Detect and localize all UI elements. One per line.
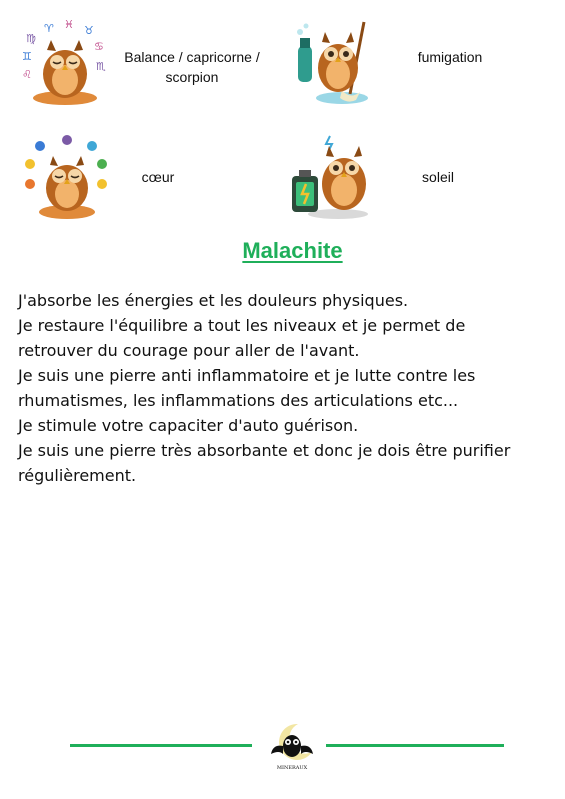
owl-moon-logo	[268, 720, 316, 772]
caption-soleil: soleil	[422, 169, 454, 185]
zodiac-owl-icon	[20, 18, 110, 108]
svg-text:♍: ♍	[26, 32, 36, 45]
caption-fumigation: fumigation	[417, 49, 483, 65]
battery-owl-icon	[290, 132, 380, 222]
paragraph: Je stimule votre capaciter d'auto guérison.	[18, 416, 359, 435]
paragraph: Je suis une pierre anti inflammatoire et je lutte contre les rhumatismes, les inflammations des articulations etc...	[18, 366, 476, 410]
svg-text:♈: ♈	[44, 22, 54, 35]
description-text	[18, 288, 538, 488]
svg-text:♌: ♌	[22, 68, 32, 81]
logo-text: MINERAUX	[276, 765, 308, 771]
cleaning-owl-icon	[292, 16, 382, 106]
paragraph: J'absorbe les énergies et les douleurs physiques.	[18, 291, 409, 310]
svg-text:♓: ♓	[64, 18, 74, 31]
paragraph: Je suis une pierre très absorbante et donc je dois être purifier régulièrement.	[18, 441, 511, 485]
caption-zodiac-line2: scorpion	[165, 69, 219, 85]
footer-divider-left	[70, 744, 252, 747]
paragraph: Je restaure l'équilibre a tout les niveaux et je permet de retrouver du courage pour aller de l'avant.	[18, 316, 466, 360]
page-title: Malachite	[242, 238, 343, 263]
svg-text:♏: ♏	[96, 60, 106, 73]
caption-zodiac-line1: Balance / capricorne /	[124, 49, 260, 65]
footer-divider-right	[326, 744, 504, 747]
svg-text:♊: ♊	[22, 50, 32, 63]
svg-text:♉: ♉	[84, 24, 94, 37]
caption-coeur: cœur	[141, 169, 175, 185]
svg-text:♋: ♋	[94, 40, 104, 53]
chakra-owl-icon	[22, 132, 112, 222]
